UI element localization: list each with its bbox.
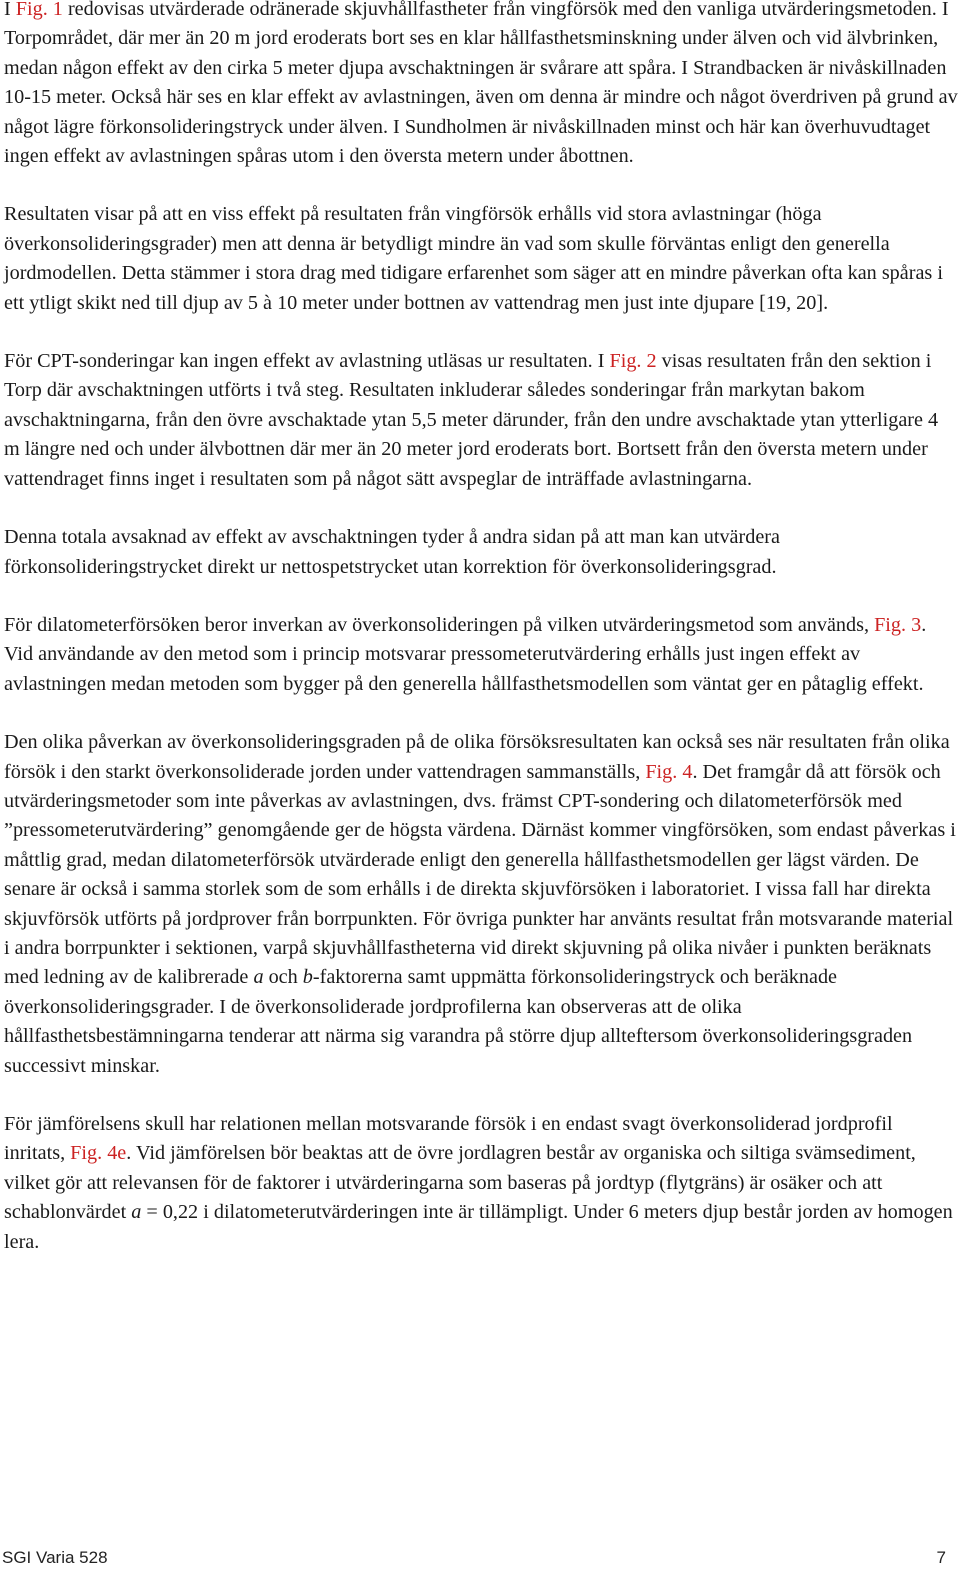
paragraph-text: -faktorerna samt uppmätta förkonsolideringstryck och beräknade överkonsolideringsgrader. I de överkonsoliderade jordprofilerna kan observeras att de olika hållfasthetsbestämningarna tenderar att närma sig varandra på större djup allteftersom överkonsolideringsgraden successivt minskar. xyxy=(4,966,913,1077)
page-footer xyxy=(2,1548,946,1568)
document-body xyxy=(4,0,958,1286)
figure-link[interactable]: Fig. 3 xyxy=(874,613,922,636)
paragraph-text: I xyxy=(4,0,16,20)
paragraph-text: Den olika påverkan av överkonsolideringsgraden på de olika försöksresultaten kan också ses när resultaten från olika försök i den starkt överkonsoliderade jorden under vattendragen sammanställs, xyxy=(4,731,950,783)
paragraph-text: För jämförelsens skull har relationen mellan motsvarande försök i en endast svagt överkonsoliderad jordprofil inritats, xyxy=(4,1113,893,1165)
italic-variable: a xyxy=(253,966,264,989)
footer-page-number: 7 xyxy=(936,1548,946,1567)
footer-publication: SGI Varia 528 xyxy=(2,1548,108,1567)
paragraph-text: visas resultaten från den sektion i Torp där avschaktningen utförts i två steg. Resultaten inkluderar således sonderingar från markytan bakom avschaktningarna, från den övre avschaktade ytan 5,5 meter därunder, från den undre avschaktade ytan ytterligare 4 m längre ned och under älvbottnen där mer än 20 meter jord eroderats bort. Bortsett från den översta metern under vattendraget finns inget i resultaten som på något sätt avspeglar de inträffade avlastningarna. xyxy=(4,350,939,490)
paragraph-text: redovisas utvärderade odränerade skjuvhållfastheter från vingförsök med den vanliga utvärderingsmetoden. I Torpområdet, där mer än 20 m jord eroderats bort ses en klar hållfasthetsminskning under älven och vid älvbrinken, medan någon effekt av den cirka 5 meter djupa avschaktningen är svårare att spåra. I Strandbacken är nivåskillnaden 10-15 meter. Också här ses en klar effekt av avlastningen, även om denna är mindre och något överdriven på grund av något lägre förkonsolideringstryck under älven. I Sundholmen är nivåskillnaden minst och här kan överhuvudtaget ingen effekt av avlastningen spåras utom i den översta metern under åbottnen. xyxy=(4,0,958,168)
paragraph-1 xyxy=(4,0,958,171)
paragraph-2 xyxy=(4,200,958,318)
paragraph-text: och xyxy=(263,966,303,989)
paragraph-text: För dilatometerförsöken beror inverkan av överkonsolideringen på vilken utvärderingsmetod som används, xyxy=(4,613,875,636)
figure-link[interactable]: Fig. 4e xyxy=(70,1142,127,1165)
italic-variable: a xyxy=(131,1201,142,1224)
paragraph-text: = 0,22 i dilatometerutvärderingen inte är tillämpligt. Under 6 meters djup består jorden av homogen lera. xyxy=(4,1201,953,1253)
paragraph-text: För CPT-sonderingar kan ingen effekt av avlastning utläsas ur resultaten. I xyxy=(4,350,610,373)
paragraph-6 xyxy=(4,728,958,1081)
figure-link[interactable]: Fig. 1 xyxy=(15,0,63,20)
figure-link[interactable]: Fig. 2 xyxy=(609,350,657,373)
paragraph-3 xyxy=(4,347,958,494)
paragraph-text: . Det framgår då att försök och utvärderingsmetoder som inte påverkas av avlastningen, dvs. främst CPT-sondering och dilatometerförsök med ”pressometerutvärdering” genomgående ger de högsta värdena. Därnäst kommer vingförsöken, som endast påverkas i måttlig grad, medan dilatometerförsök utvärderade enligt den generella hållfasthetsmodellen ger lägst värden. De senare är också i samma storlek som de som erhålls i de direkta skjuvförsöken i laboratoriet. I vissa fall har direkta skjuvförsök utförts på jordprover från borrpunkten. För övriga punkter har använts resultat från motsvarande material i andra borrpunkter i sektionen, varpå skjuvhållfastheterna vid direkt skjuvning på olika nivåer i punkten beräknats med ledning av de kalibrerade xyxy=(4,760,956,989)
paragraph-text: . Vid jämförelsen bör beaktas att de övre jordlagren består av organiska och siltiga svämsediment, vilket gör att relevansen för de faktorer i utvärderingarna som baseras på jordtyp (flytgräns) är osäker och att schablonvärdet xyxy=(4,1142,916,1224)
paragraph-7 xyxy=(4,1110,958,1257)
figure-link[interactable]: Fig. 4 xyxy=(645,760,693,783)
paragraph-4 xyxy=(4,523,958,582)
paragraph-text: Resultaten visar på att en viss effekt på resultaten från vingförsök erhålls vid stora avlastningar (höga överkonsolideringsgrader) men att denna är betydligt mindre än vad som skulle förväntas enligt den generella jordmodellen. Detta stämmer i stora drag med tidigare erfarenhet som säger att en mindre påverkan ofta kan spåras i ett ytligt skikt ned till djup av 5 à 10 meter under bottnen av vattendrag men just inte djupare [19, 20]. xyxy=(4,203,943,314)
paragraph-5 xyxy=(4,611,958,699)
italic-variable: b xyxy=(302,966,313,989)
paragraph-text: . Vid användande av den metod som i princip motsvarar pressometerutvärdering erhålls just ingen effekt av avlastningen medan metoden som bygger på den generella hållfasthetsmodellen som väntat ger en påtaglig effekt. xyxy=(4,613,927,695)
paragraph-text: Denna totala avsaknad av effekt av avschaktningen tyder å andra sidan på att man kan utvärdera förkonsolideringstrycket direkt ur nettospetstrycket utan korrektion för överkonsolideringsgrad. xyxy=(4,526,780,578)
